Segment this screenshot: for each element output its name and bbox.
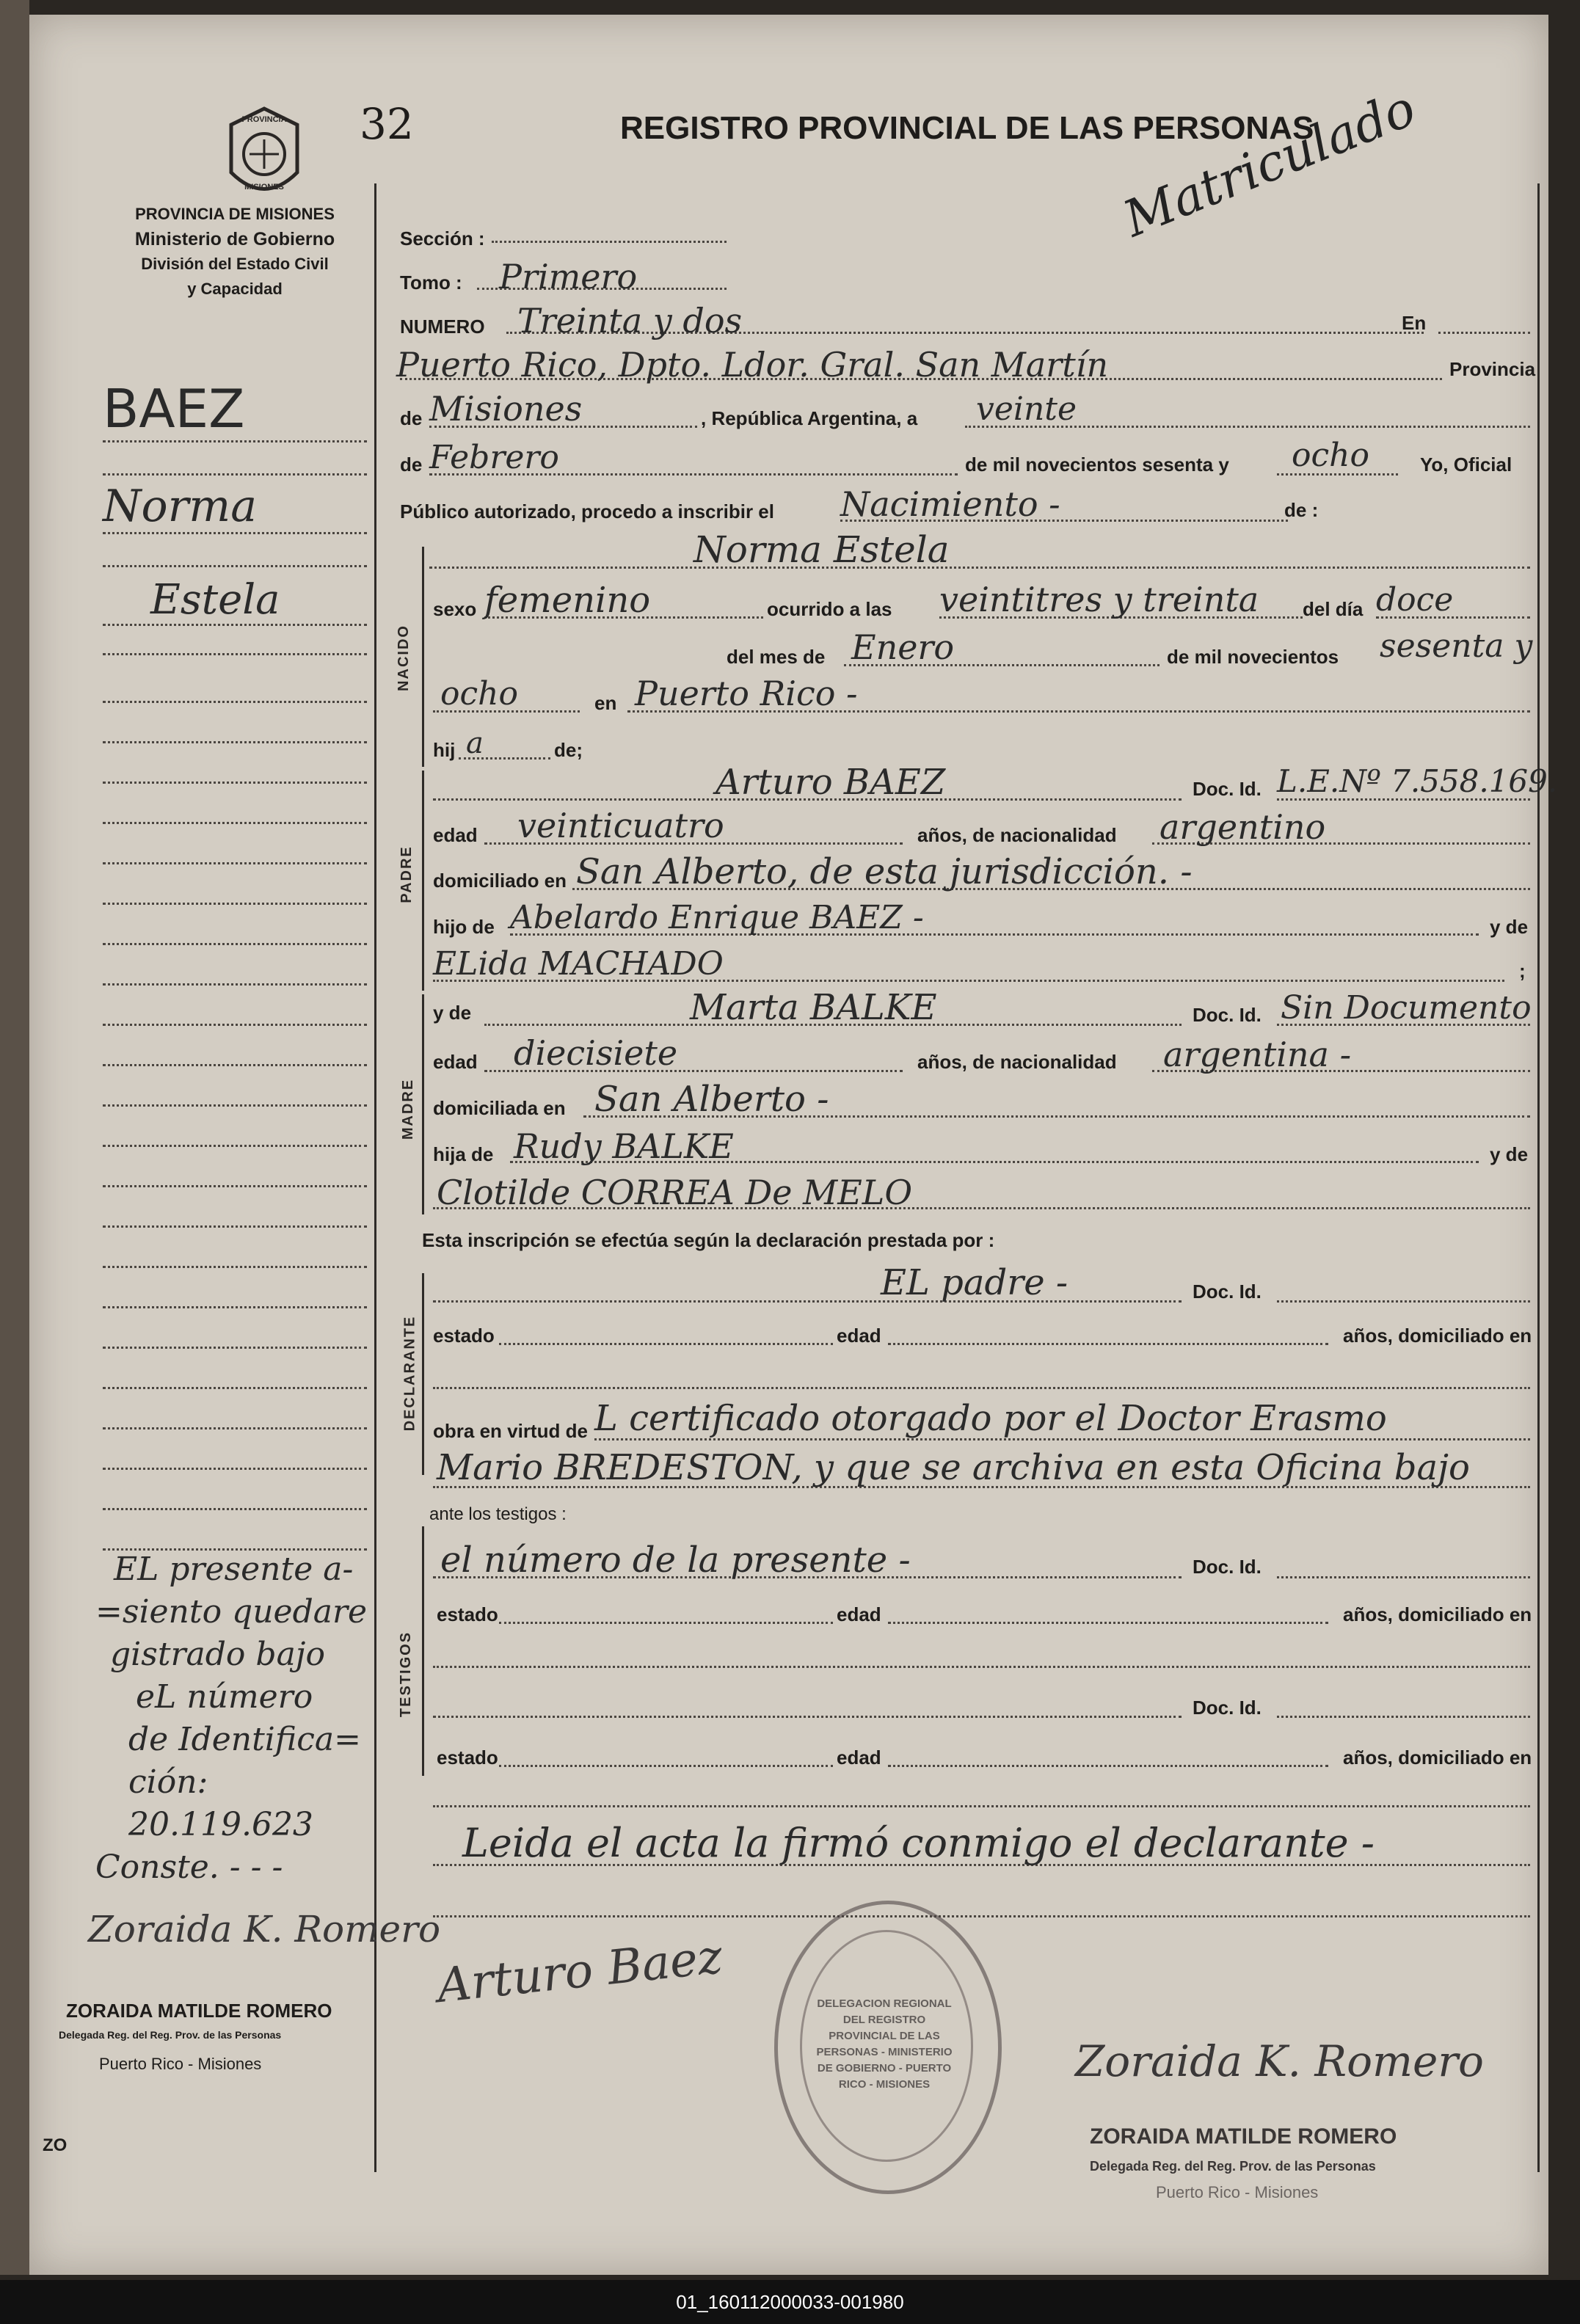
section-label-declarante: DECLARANTE	[401, 1315, 418, 1432]
day-value: veinte	[976, 390, 1077, 428]
father-doc-value: L.E.Nº 7.558.169.	[1277, 763, 1558, 799]
testigo2-extra-line	[433, 1805, 1530, 1807]
testigo2-name-line	[433, 1716, 1182, 1718]
agency-block	[81, 202, 389, 302]
closing-text: Leida el acta la firmó conmigo el declarante -	[462, 1820, 1375, 1866]
hij-value: a	[466, 726, 484, 760]
official-name: ZORAIDA MATILDE ROMERO	[1090, 2124, 1397, 2149]
mother-father-value: Rudy BALKE	[514, 1126, 734, 1166]
section-testigos-bar	[422, 1526, 424, 1776]
agency-division: División del Estado Civil	[141, 255, 329, 273]
year-value: ocho	[1292, 437, 1369, 474]
father-age-value: veinticuatro	[517, 806, 724, 845]
margin-note-line: EL presente a-	[114, 1551, 354, 1588]
en-line	[1438, 332, 1530, 334]
testigo1-anos-label: años, domiciliado en	[1343, 1603, 1532, 1625]
margin-divider	[374, 183, 376, 2172]
milnov-label: de mil novecientos	[1167, 646, 1339, 668]
svg-text:PROVINCIA: PROVINCIA	[241, 115, 287, 124]
time-value: veintitres y treinta	[939, 580, 1259, 619]
testigo2-anos-label: años, domiciliado en	[1343, 1746, 1532, 1769]
birth-day-value: doce	[1376, 581, 1454, 619]
oficial-label: Yo, Oficial	[1420, 453, 1512, 476]
declarante-extra-line	[433, 1387, 1530, 1389]
mother-anos-label: años, de nacionalidad	[917, 1051, 1117, 1073]
obra-label: obra en virtud de	[433, 1420, 588, 1442]
mother-edad-label: edad	[433, 1051, 478, 1073]
sexo-value: femenino	[484, 580, 651, 621]
father-nat-value: argentino	[1159, 807, 1326, 847]
esta-inscripcion-label: Esta inscripción se efectúa según la declaración prestada por :	[422, 1229, 995, 1251]
testigo-value: el número de la presente -	[440, 1540, 911, 1581]
declarante-docid-label: Doc. Id.	[1193, 1281, 1262, 1303]
father-domiciliado-label: domiciliado en	[433, 870, 567, 892]
father-anos-label: años, de nacionalidad	[917, 824, 1117, 846]
testigo1-edad-label: edad	[837, 1603, 881, 1625]
publico-label: Público autorizado, procedo a inscribir el	[400, 500, 774, 522]
margin-stamp-name: ZORAIDA MATILDE ROMERO	[66, 2000, 332, 2022]
margin-note-line: =siento quedare	[95, 1593, 368, 1631]
year-label: de mil novecientos sesenta y	[965, 453, 1229, 476]
page-number: 32	[360, 99, 414, 149]
declarante-doc-line	[1277, 1300, 1530, 1303]
sexo-label: sexo	[433, 598, 477, 620]
declarant-signature: Arturo Baez	[434, 1929, 725, 2014]
testigo1-estado-line	[499, 1622, 833, 1624]
testigo2-estado-line	[499, 1765, 833, 1767]
section-nacido-bar	[422, 547, 424, 767]
testigo1-edad-line	[888, 1622, 1328, 1624]
declarante-edad-label: edad	[837, 1325, 881, 1347]
section-declarante-bar	[422, 1273, 424, 1475]
agency-province: PROVINCIA DE MISIONES	[135, 205, 335, 223]
act-value: Nacimiento -	[840, 484, 1060, 524]
official-role: Delegada Reg. del Reg. Prov. de las Personas	[1090, 2159, 1376, 2174]
en-label: En	[1402, 312, 1427, 334]
margin-signature: Zoraida K. Romero	[88, 1908, 441, 1950]
seccion-line	[492, 241, 727, 243]
margin-edge-letter: ZO	[43, 2135, 68, 2155]
testigo2-edad-label: edad	[837, 1746, 881, 1769]
testigos-label: ante los testigos :	[429, 1504, 567, 1524]
declarante-value: EL padre -	[881, 1262, 1068, 1303]
obra-value-2: Mario BREDESTON, y que se archiva en esta Oficina bajo	[437, 1447, 1470, 1488]
obra-value-1: L certificado otorgado por el Doctor Erasmo	[594, 1398, 1387, 1439]
signature-line-1	[433, 1915, 1530, 1917]
deldia-label: del día	[1303, 598, 1364, 620]
provincial-crest-icon	[216, 103, 312, 209]
mother-hijade-label: hija de	[433, 1143, 494, 1165]
testigo2-estado-label: estado	[437, 1746, 498, 1769]
de4-label: de;	[554, 739, 583, 761]
right-border	[1537, 183, 1540, 2172]
section-label-madre: MADRE	[400, 1078, 417, 1140]
testigo1-estado-label: estado	[437, 1603, 498, 1625]
margin-note-line: Conste. - - -	[95, 1848, 283, 1886]
mother-nat-value: argentina -	[1163, 1035, 1352, 1074]
birth-year2-value: ocho	[440, 675, 518, 713]
matriculado-annotation: Matriculado	[1115, 79, 1424, 249]
seccion-label: Sección :	[400, 227, 485, 249]
mother-yde2-label: y de	[1490, 1143, 1529, 1165]
testigo1-extra-line	[433, 1666, 1530, 1668]
mother-yde-label: y de	[433, 1002, 472, 1024]
father-mother-value: ELida MACHADO	[433, 945, 724, 983]
testigo2-docid-label: Doc. Id.	[1193, 1697, 1262, 1719]
mother-mother-value: Clotilde CORREA De MELO	[437, 1173, 913, 1212]
birth-month-value: Enero	[851, 627, 955, 667]
testigo2-edad-line	[888, 1765, 1328, 1767]
section-padre-bar	[422, 771, 424, 991]
hij-label: hij	[433, 739, 456, 761]
father-docid-label: Doc. Id.	[1193, 778, 1262, 800]
testigo2-doc-line	[1277, 1716, 1530, 1718]
section-label-padre: PADRE	[398, 845, 415, 903]
declarante-anos-label: años, domiciliado en	[1343, 1325, 1532, 1347]
mother-dom-value: San Alberto -	[594, 1079, 829, 1120]
image-id-footer	[0, 2280, 1580, 2324]
section-label-nacido: NACIDO	[395, 624, 412, 691]
de3-label: de :	[1284, 499, 1319, 521]
ocurrido-label: ocurrido a las	[767, 598, 892, 620]
declarante-estado-line	[499, 1343, 833, 1345]
father-hijode-label: hijo de	[433, 916, 495, 938]
numero-value: Treinta y dos	[517, 301, 743, 340]
book-binding	[0, 0, 29, 2275]
mother-name-value: Marta BALKE	[690, 987, 937, 1028]
tomo-label: Tomo :	[400, 272, 462, 294]
father-dom-value: San Alberto, de esta jurisdicción. -	[576, 851, 1193, 892]
image-id-label: 01_160112000033-001980	[676, 2291, 904, 2313]
mother-docid-label: Doc. Id.	[1193, 1004, 1262, 1026]
margin-note-line: ción: 20.119.623	[128, 1763, 313, 1843]
margin-stamp-place: Puerto Rico - Misiones	[99, 2055, 262, 2073]
margin-stamp-role: Delegada Reg. del Reg. Prov. de las Personas	[59, 2029, 282, 2041]
child-name-line	[429, 567, 1530, 569]
provincia-value: Misiones	[429, 389, 583, 429]
margin-surname: BAEZ	[103, 378, 245, 440]
de2-label: de	[400, 453, 423, 476]
official-seal-text: DELEGACION REGIONAL DEL REGISTRO PROVINCIAL DE LAS PERSONAS - MINISTERIO DE GOBIERNO - PUERTO RICO - MISIONES	[816, 1997, 953, 2091]
place-value: Puerto Rico, Dpto. Ldor. Gral. San Martín	[396, 345, 1109, 385]
declarante-estado-label: estado	[433, 1325, 495, 1347]
declarante-edad-line	[888, 1343, 1328, 1345]
testigo1-doc-line	[1277, 1576, 1530, 1578]
document-title: REGISTRO PROVINCIAL DE LAS PERSONAS	[620, 110, 1314, 146]
de-label: de	[400, 407, 423, 429]
mother-domiciliada-label: domiciliada en	[433, 1097, 566, 1119]
father-father-value: Abelardo Enrique BAEZ -	[510, 899, 924, 936]
section-madre-bar	[422, 994, 424, 1214]
agency-ministry: Ministerio de Gobierno	[134, 229, 335, 249]
en2-label: en	[594, 692, 617, 714]
month-value: Febrero	[429, 439, 559, 476]
provincia-label: Provincia	[1449, 358, 1536, 380]
birth-year-value: sesenta y	[1380, 627, 1533, 665]
official-place: Puerto Rico - Misiones	[1156, 2183, 1319, 2201]
section-label-testigos: TESTIGOS	[398, 1631, 415, 1718]
hij-line	[459, 757, 550, 760]
margin-note-line: de Identifica=	[128, 1721, 361, 1758]
father-edad-label: edad	[433, 824, 478, 846]
father-semicolon: ;	[1519, 960, 1526, 982]
margin-note-line: eL número	[136, 1678, 313, 1716]
svg-text:MISIONES: MISIONES	[244, 183, 284, 192]
birth-place-value: Puerto Rico -	[635, 674, 858, 713]
document-page	[29, 15, 1558, 2275]
margin-note-line: gistrado bajo	[110, 1636, 325, 1673]
margin-second-name: Estela	[150, 576, 280, 624]
declarante-line	[433, 1300, 1182, 1303]
numero-label: NUMERO	[400, 316, 485, 338]
mother-age-value: diecisiete	[514, 1033, 678, 1073]
tomo-value: Primero	[499, 257, 638, 296]
father-yde-label: y de	[1490, 916, 1529, 938]
father-name-value: Arturo BAEZ	[716, 762, 946, 803]
republica-label: , República Argentina, a	[701, 407, 918, 429]
testigo1-docid-label: Doc. Id.	[1193, 1556, 1262, 1578]
margin-first-name: Norma	[103, 481, 257, 532]
child-name-value: Norma Estela	[693, 528, 950, 571]
agency-capacity: y Capacidad	[187, 280, 283, 298]
margin-note	[95, 1548, 374, 1889]
mother-doc-value: Sin Documento	[1281, 989, 1532, 1027]
official-signature: Zoraida K. Romero	[1075, 2036, 1484, 2086]
delmes-label: del mes de	[727, 646, 826, 668]
